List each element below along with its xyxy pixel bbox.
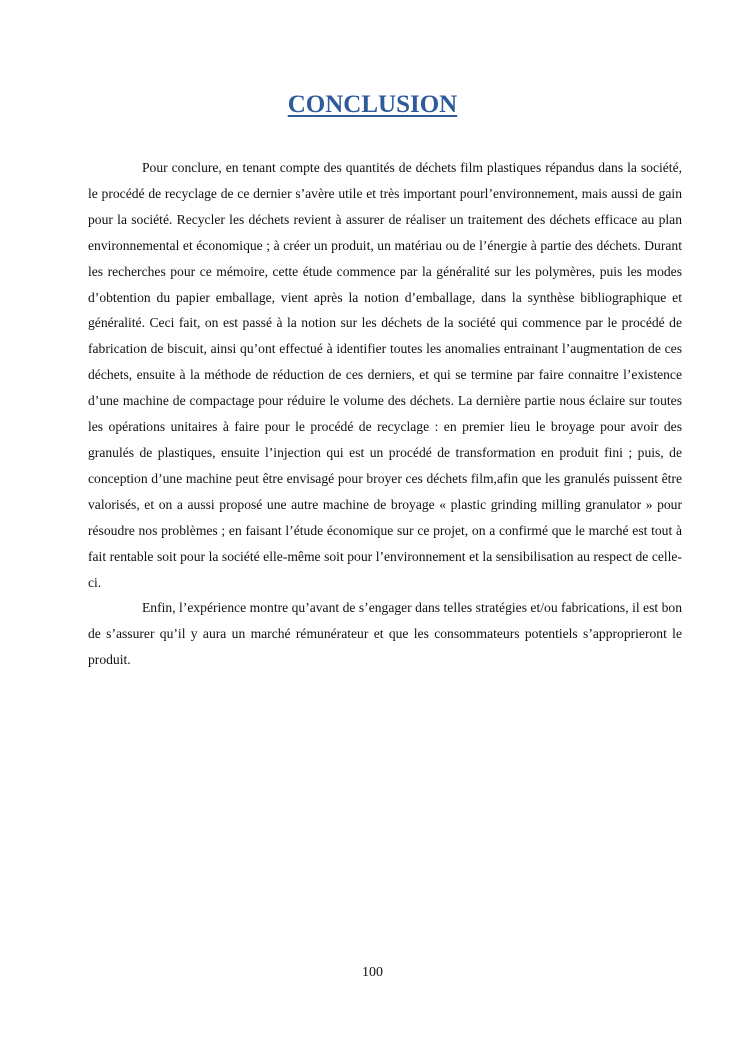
page-title: CONCLUSION: [287, 91, 458, 118]
body-text: [88, 155, 682, 673]
paragraph-1: Pour conclure, en tenant compte des quantités de déchets film plastiques répandus dans la société, le procédé de recyclage de ce dernier s’avère utile et très important pourl’environnement, mais aussi de gain pour la société. Recycler les déchets revient à assurer de réaliser un traitement des déchets efficace au plan environnemental et économique ; à créer un produit, un matériau ou de l’énergie à partie des déchets. Durant les recherches pour ce mémoire, cette étude commence par la généralité sur les polymères, puis les modes d’obtention du papier emballage, vient après la notion d’emballage, dans la synthèse bibliographique et généralité. Ceci fait, on est passé à la notion sur les déchets de la société qui commence par le procédé de fabrication de biscuit, ainsi qu’ont effectué à identifier toutes les anomalies entrainant l’augmentation de ces déchets, ensuite à la méthode de réduction de ces derniers, et qui se termine par faire connaitre l’existence d’une machine de compactage pour réduire le volume des déchets. La dernière partie nous éclaire sur toutes les opérations unitaires à faire pour le procédé de recyclage : en premier lieu le broyage pour avoir des granulés de plastiques, ensuite l’injection qui est un procédé de transformation en produit fini ; puis, de conception d’une machine peut être envisagé pour broyer ces déchets film,afin que les granulés puissent être valorisés, et on a aussi proposé une autre machine de broyage « plastic grinding milling granulator » pour résoudre nos problèmes ; en faisant l’étude économique sur ce projet, on a confirmé que le marché est tout à fait rentable soit pour la société elle-même soit pour l’environnement et la sensibilisation au respect de celle-ci.: [88, 160, 682, 590]
page-number: 100: [362, 965, 383, 980]
paragraph-2: Enfin, l’expérience montre qu’avant de s’engager dans telles stratégies et/ou fabrications, il est bon de s’assurer qu’il y aura un marché rémunérateur et que les consommateurs potentiels s’approprieront le produit.: [88, 600, 682, 668]
